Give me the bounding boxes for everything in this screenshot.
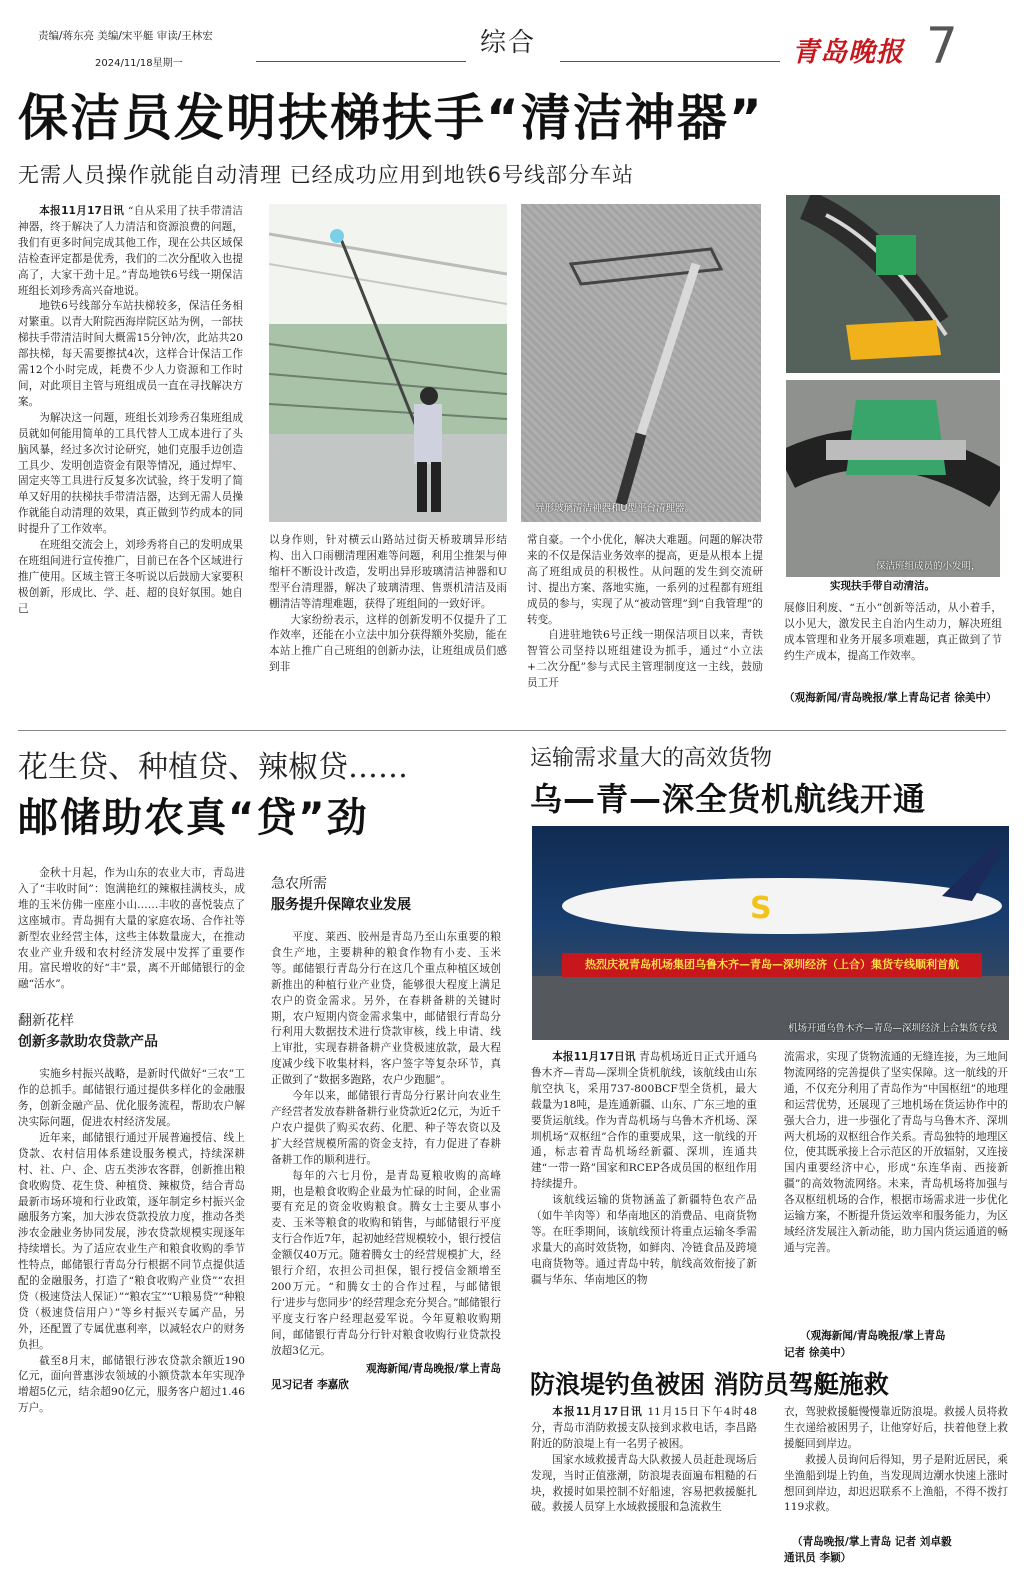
article1-col3-p1: 常自豪。一个小优化，解决大难题。问题的解决带来的不仅是保洁业务效率的提高，更是从根本上提高了班组成员的积极性。从问题的发生到交流研讨、提出方案、落地实施，一系列的过程都有班组成员的参与，实现了从“被动管理”到“自我管理”的转变。 bbox=[527, 534, 763, 626]
article3-headline: 乌—青—深全货机航线开通 bbox=[530, 780, 927, 818]
article2-s2-p2: 今年以来，邮储银行青岛分行累计向农业生产经营者发放春耕备耕行业贷款近2亿元，为近千户农户提供了购买农药、化肥、种子等农资以及扩大经营规模所需的资金支持，有力促进了春耕备耕工作的顺利进行。 bbox=[271, 1090, 501, 1166]
masthead-rule-right bbox=[560, 61, 780, 62]
article2-section1-bold: 创新多款助农贷款产品 bbox=[18, 1034, 158, 1051]
article3-byline1: （观海新闻/青岛晚报/掌上青岛 bbox=[800, 1330, 946, 1342]
article2-s2-p3: 每年的六七月份，是青岛夏粮收购的高峰期，也是粮食收购企业最为忙碌的时间，企业需要有充足的资金收购粮食。腾女士主要从事小麦、玉米等粮食的收购和销售，与邮储银行平度支行合作近7年，起初她经营规模较小，银行授信金额仅40万元。随着腾女士的经营规模扩大，经银行介绍，农担公司担保，银行授信金额增至200万元。“和腾女士的合作过程，与邮储银行‘进步与您同步’的经营理念充分契合。”邮储银行平度支行客户经理赵爱军说。今年夏粮收购期间，邮储银行青岛分行针对粮食收购行业贷款投放超3亿元。 bbox=[271, 1169, 501, 1357]
article4-col2 bbox=[784, 1405, 1008, 1533]
article1-p2: 地铁6号线部分车站扶梯较多，保洁任务相对繁重。以青大附院西海岸院区站为例，一部扶梯扶手带清洁时间大概需15分钟/次，此站共20部扶梯，每天需要擦拭4次，这样合计保洁工作需12个小时完成，耗费不少人力资源和工作时间，对此项目主管与班组成员一直在寻找解决方案。 bbox=[18, 300, 243, 408]
article2-headline: 邮储助农真“贷”劲 bbox=[18, 795, 369, 841]
article1-bottom-rule bbox=[18, 730, 1006, 731]
article1-col3-p2: 自进驻地铁6号正线一期保洁项目以来，青铁智管公司坚持以班组建设为抓手，通过“小立法+二次分配”参与式民主管理制度这一主线，鼓励员工开 bbox=[527, 629, 763, 690]
article4-lead: 本报11月17日讯 bbox=[552, 1406, 643, 1418]
banner-text: 热烈庆祝青岛机场集团乌鲁木齐—青岛—深圳经济（上合）集货专线顺利首航 bbox=[562, 953, 982, 977]
article1-col3 bbox=[527, 533, 763, 725]
article2-section1-small: 翻新花样 bbox=[18, 1013, 74, 1030]
article3-col1 bbox=[531, 1050, 757, 1363]
article4-p2: 国家水域救援青岛大队救援人员赶赴现场后发现，当时正值涨潮，防浪堤表面遍布粗糙的石块，救援时如果控制不好船速，容易把救援艇扎破。救援人员穿上水域救援服和急流救生 bbox=[531, 1453, 757, 1514]
paper-name-logo: 青岛晚报 bbox=[792, 37, 904, 68]
photo-handrail-cleaning bbox=[786, 380, 1000, 577]
article3-p1: 青岛机场近日正式开通乌鲁木齐—青岛—深圳全货机航线，该航线由山东航空执飞，采用737-800BCF型全货机，最大载量为18吨，是连通新疆、山东、广东三地的重要货运航线。作为青岛机场与乌鲁木齐机场、深圳机场“双枢纽”合作的重要成果，这一航线的开通，标志着青岛机场经新疆、深圳，连通共建“一带一路”国家和RCEP各成员国的枢纽作用持续提升。 bbox=[531, 1051, 757, 1191]
article3-col2 bbox=[784, 1050, 1008, 1330]
article4-byline2: 通讯员 李颖） bbox=[784, 1552, 852, 1564]
article2-kicker: 花生贷、种植贷、辣椒贷…… bbox=[18, 750, 408, 785]
article4-col2-p1: 衣，驾驶救援艇慢慢靠近防浪堤。救援人员将救生衣递给被困男子，让他穿好后，扶着他登上救援艇回到岸边。 bbox=[784, 1406, 1008, 1450]
bridge-illustration bbox=[269, 204, 507, 522]
escalator-illustration bbox=[786, 195, 1000, 373]
article1-lead: 本报11月17日讯 bbox=[39, 205, 125, 217]
editors-line: 责编/蒋东亮 美编/宋平艇 审读/王林宏 bbox=[38, 30, 213, 42]
article4-p1: 11月15日下午4时48分，青岛市消防救援支队接到求救电话，李昌路附近的防浪堤上有一名男子被困。 bbox=[531, 1406, 757, 1450]
article2-s1-p2: 近年来，邮储银行通过开展普遍授信、线上贷款、农村信用体系建设服务模式，持续深耕村、社、户、企、店五类涉农客群，创新推出粮食收购贷、花生贷、种植贷、辣椒贷，结合青岛最新市场环境和行业政策，逐年制定乡村振兴金融服务方案，加大涉农贷款投放力度，推动各类涉农金融业务协同发展，涉农贷款规模实现逐年持续增长。为了适应农业生产和粮食收购的季节性特点，邮储银行青岛分行根据不同节点提供适配的金融服务，打造了“粮食收购产业贷”“农担贷（极速贷法人保证）”“粮农宝”“U粮易贷”“种粮贷（极速贷信用户）”等乡村振兴专属产品，另外，还配置了专属优惠利率，以减轻农户的财务负担。 bbox=[18, 1131, 245, 1351]
article2-section2-small: 急农所需 bbox=[271, 876, 327, 892]
section-name: 综合 bbox=[480, 28, 537, 58]
photo-cleaner-bridge bbox=[269, 204, 507, 522]
article2-col2 bbox=[271, 874, 501, 1564]
handrail-illustration bbox=[786, 380, 1000, 577]
photo-escalator-device bbox=[786, 195, 1000, 373]
article1-byline: （观海新闻/青岛晚报/掌上青岛记者 徐美中） bbox=[784, 692, 997, 704]
article2-section2-bold: 服务提升保障农业发展 bbox=[271, 897, 411, 913]
article1-p4: 在班组交流会上，刘珍秀将自己的发明成果在班组间进行宣传推广，目前已在各个区域进行推广使用。区域主管王冬听说以后鼓励大家要积极创新，形成比、学、赶、超的良好氛围。她自己 bbox=[18, 539, 243, 615]
article1-col4-p1: 展修旧利废、“五小”创新等活动，从小着手，以小见大，激发民主自治内生动力，解决班组成本管理和业务开展多项难题，真正做到了节约生产成本，提高工作效率。 bbox=[784, 602, 1002, 662]
article3-col2-p1: 流需求，实现了货物流通的无缝连接，为三地间物流网络的完善提供了坚实保障。这一航线的开通，不仅充分利用了青岛作为“中国枢纽”的地理和运营优势，还展现了三地机场在货运协作中的强大合力，进一步强化了青岛与乌鲁木齐、深圳两大机场的双枢纽合作关系。青岛独特的地理区位，使其既承接上合示范区的开放辐射，又连接国内重要经济中心，形成“东连华南、西接新疆”的高效物流网络。未来，青岛机场将加强与各双枢纽机场的合作，根据市场需求进一步优化运输方案，不断提升货运效率和服务能力，为区域经济发展注入新动能，助力国内货运通道的畅通与完善。 bbox=[784, 1051, 1008, 1254]
article2-byline2: 见习记者 李嘉欣 bbox=[271, 1379, 349, 1392]
photo-cargo-caption: 机场开通乌鲁木齐—青岛—深圳经济上合集货专线 bbox=[787, 1023, 997, 1034]
article2-col1 bbox=[18, 866, 245, 1561]
photo4-caption: 保洁班组成员的小发明， bbox=[876, 561, 981, 572]
article1-col4 bbox=[784, 601, 1002, 691]
article4-headline: 防浪堤钓鱼被困 消防员驾艇施救 bbox=[530, 1370, 889, 1399]
article3-kicker: 运输需求量大的高效货物 bbox=[530, 746, 773, 771]
article3-lead: 本报11月17日讯 bbox=[552, 1051, 636, 1063]
article1-col2-p2: 大家纷纷表示，这样的创新发明不仅提升了工作效率，还能在小立法中加分获得额外奖励，能在本站上推广自己班组的创新办法，让班组成员们感到非 bbox=[269, 613, 507, 674]
article1-p1: “自从采用了扶手带清洁神器，终于解决了人力清洁和资源浪费的问题，我们有更多时间完成其他工作，现在公共区域保洁检查评定都是优秀，我们的二次分配收入也提高了，大家干劲十足。”青岛地铁6号线一期保洁班组长刘珍秀高兴奋地说。 bbox=[18, 205, 243, 297]
article2-s1-p1: 实施乡村振兴战略，是新时代做好“三农”工作的总抓手。邮储银行通过提供多样化的金融服务，创新金融产品、优化服务流程，帮助农户解决实际问题，促进农村经济发展。 bbox=[18, 1068, 245, 1128]
article2-s1-p3: 截至8月末，邮储银行涉农贷款余额近190亿元，面向普惠涉农领域的小额贷款本年实现净增超5亿元，结余超90亿元，服务客户超过1.46万户。 bbox=[18, 1354, 245, 1415]
article2-intro: 金秋十月起，作为山东的农业大市，青岛进入了“丰收时间”：饱满艳红的辣椒挂满枝头，成堆的玉米仿佛一座座小山……丰收的喜悦装点了这座城市。青岛拥有大量的家庭农场、合作社等新型农业经营主体，这些主体数量庞大，在推动农业产业升级和农村经济发展中发挥了重要作用。富民增收的好“丰”景，离不开邮储银行的金融“活水”。 bbox=[18, 867, 245, 991]
article3-byline2: 记者 徐美中） bbox=[784, 1347, 852, 1359]
article1-col2-p1: 以身作则，针对横云山路站过街天桥玻璃异形结构、出入口雨棚清理困难等问题，利用尘推架与伸缩杆不断设计改造，发明出异形玻璃清洁神器和U型平台清理器，解决了玻璃清理、售票机清洁及雨棚清洁等清理难题，获得了班组间的一致好评。 bbox=[269, 534, 507, 610]
article2-byline1: 观海新闻/青岛晚报/掌上青岛 bbox=[366, 1363, 501, 1376]
article1-subhead: 无需人员操作就能自动清理 已经成功应用到地铁6号线部分车站 bbox=[18, 163, 635, 187]
article4-col1 bbox=[531, 1405, 757, 1565]
article1-p3: 为解决这一问题，班组长刘珍秀召集班组成员就如何能用简单的工具代替人工成本进行了头脑风暴，经过多次讨论研究，她们克服手边创造工具少、发明创造资金有限等情况，通过焊牢、固定夹等工具进行反复多次试验，终于发明了简单又好用的扶梯扶手带清洁器，达到无需人员操作就能自动清理的效果，真正做到节约成本的同时提升了工作效率。 bbox=[18, 411, 243, 536]
masthead-rule-left bbox=[256, 61, 466, 62]
article2-s2-p1: 平度、莱西、胶州是青岛乃至山东重要的粮食生产地，主要耕种的粮食作物有小麦、玉米等。邮储银行青岛分行在这几个重点种植区域创新推出的种植行业产业贷，能够很大程度上满足农户的资金需求。另外，在春耕备耕的关键时期，农户短期内资金需求集中，邮储银行青岛分行利用大数据技术进行贷款审核，线上申请、线上审批，实现春耕备耕产业贷极速放款，最大程度减少线下收集材料，客户签字等复杂环节，真正做到了“数据多跑路，农户少跑腿”。 bbox=[271, 931, 501, 1087]
page-number: 7 bbox=[926, 17, 958, 75]
plane-illustration bbox=[532, 826, 1009, 1040]
svg-text:S: S bbox=[750, 891, 772, 926]
cleaner-tool-illustration bbox=[521, 204, 761, 522]
article4-byline1: （青岛晚报/掌上青岛 记者 刘卓毅 bbox=[792, 1536, 952, 1548]
article1-col2 bbox=[269, 533, 507, 725]
photo-cargo-plane bbox=[532, 826, 1009, 1040]
article1-headline: 保洁员发明扶梯扶手“清洁神器” bbox=[18, 89, 764, 147]
photo-u-platform-cleaner bbox=[521, 204, 761, 522]
date-line: 2024/11/18星期一 bbox=[95, 58, 183, 69]
photo4-caption-bold: 实现扶手带自动清洁。 bbox=[830, 580, 935, 592]
article3-p2: 该航线运输的货物涵盖了新疆特色农产品（如牛羊肉等）和华南地区的消费品、电商货物等。在旺季期间，该航线预计将重点运输冬季需求量大的高时效货物，如鲜肉、冷链食品及跨境电商货物等。通过青岛中转，航线高效衔接了新疆与华东、华南地区的物 bbox=[531, 1194, 757, 1286]
photo2-caption: 异形玻璃清洁神器和U型平台清理器。 bbox=[535, 503, 694, 514]
article1-col1 bbox=[18, 204, 243, 724]
article4-col2-p2: 救援人员询问后得知，男子是附近居民，乘坐渔船到堤上钓鱼，当发现周边潮水快速上涨时想回到岸边，却迟迟联系不上渔船，不得不拨打119求救。 bbox=[784, 1453, 1008, 1514]
